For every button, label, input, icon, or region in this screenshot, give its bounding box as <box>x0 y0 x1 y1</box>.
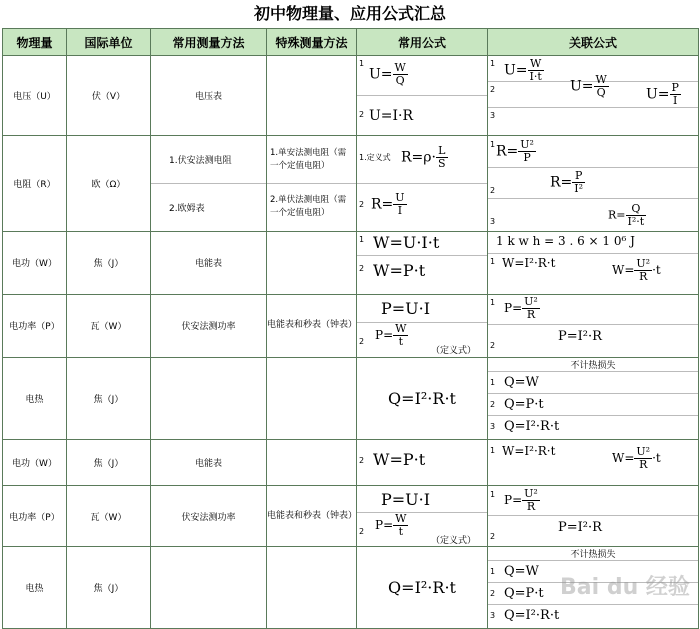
header-unit: 国际单位 <box>67 29 151 56</box>
qty-power-2: 电功率（P） <box>3 486 67 546</box>
row-power <box>3 294 699 357</box>
related-voltage: 1 U= $\frac{W}{I\cdot t}$ 2 U= $\frac{W}{Q}$ U= $\frac{P}{I}$ 3 <box>488 56 699 136</box>
formula-work-2: 2 W=P·t <box>357 440 488 486</box>
method-power-2: 伏安法测功率 <box>151 486 267 546</box>
row-work-2 <box>3 440 699 486</box>
formula-heat: Q=I²·R·t <box>357 358 488 440</box>
formula-work: 1 W=U·I·t 2 W=P·t <box>357 231 488 294</box>
special-power: 电能表和秒表（钟表） <box>267 294 357 357</box>
row-heat <box>3 358 699 440</box>
method-heat <box>151 358 267 440</box>
unit-power: 瓦（W） <box>67 294 151 357</box>
unit-work: 焦（J） <box>67 231 151 294</box>
page-title: 初中物理量、应用公式汇总 <box>253 4 446 23</box>
header-common-method: 常用测量方法 <box>151 29 267 56</box>
special-resistance-1: 1.单安法测电阻（需一个定值电阻） <box>267 137 356 185</box>
qty-work-2: 电功（W） <box>3 440 67 486</box>
special-heat-2 <box>267 546 357 628</box>
def-note-power: （定义式） <box>431 345 477 356</box>
qty-work: 电功（W） <box>3 231 67 294</box>
row-voltage <box>3 56 699 136</box>
header-row <box>3 29 699 56</box>
unit-voltage: 伏（V） <box>67 56 151 136</box>
related-work-2: 1 W=I²·R·t W= $\frac{\text{U²}}{R}$ ·t <box>488 440 699 486</box>
method-voltage: 电压表 <box>151 56 267 136</box>
related-resistance: 1 R= $\frac{\text{U²}}{P}$ 2 R= $\frac{P}{\text{I²}}$ 3 R= $\frac{Q}{\text{I²·t}}$ <box>488 136 699 231</box>
formula-power-2: P=U·I 2 P= $\frac{W}{t}$ （定义式） <box>357 486 488 546</box>
formula-heat-2: Q=I²·R·t <box>357 546 488 628</box>
qty-power: 电功率（P） <box>3 294 67 357</box>
def-note-power-2: （定义式） <box>431 535 477 546</box>
special-work <box>267 231 357 294</box>
header-special-method: 特殊测量方法 <box>267 29 357 56</box>
unit-heat-2: 焦（J） <box>67 546 151 628</box>
formula-voltage: 1 U= $\frac{W}{Q}$ 2 U=I·R <box>357 56 488 136</box>
related-heat: 不计热损失 1 Q=W 2 Q=P·t 3 Q=I²·R·t <box>488 358 699 440</box>
method-resistance <box>151 136 267 231</box>
qty-resistance: 电阻（R） <box>3 136 67 231</box>
special-work-2 <box>267 440 357 486</box>
special-heat <box>267 358 357 440</box>
method-work-2: 电能表 <box>151 440 267 486</box>
unit-resistance: 欧（Ω） <box>67 136 151 231</box>
related-power: 1 P= $\frac{\text{U²}}{R}$ 2 P=I²·R <box>488 294 699 357</box>
method-work: 电能表 <box>151 231 267 294</box>
header-related-formula: 关联公式 <box>488 29 699 56</box>
related-power-2: 1 P= $\frac{\text{U²}}{R}$ 2 P=I²·R <box>488 486 699 546</box>
special-voltage <box>267 56 357 136</box>
special-resistance <box>267 136 357 231</box>
row-resistance <box>3 136 699 231</box>
unit-work-2: 焦（J） <box>67 440 151 486</box>
unit-heat: 焦（J） <box>67 358 151 440</box>
row-work <box>3 231 699 294</box>
watermark-text: Bai du 经验 <box>560 575 690 600</box>
qty-heat-2: 电热 <box>3 546 67 628</box>
kwh-conversion: 1 k w h = 3 . 6 × 1 0⁶ J <box>496 233 635 248</box>
formula-table <box>2 28 699 629</box>
method-power: 伏安法测功率 <box>151 294 267 357</box>
row-power-2 <box>3 486 699 546</box>
watermark <box>560 570 690 601</box>
def-note-resistance: 1.定义式 <box>359 153 391 162</box>
qty-heat: 电热 <box>3 358 67 440</box>
special-resistance-2: 2.单伏法测电阻（需一个定值电阻） <box>270 195 347 219</box>
heat-note: 不计热损失 <box>570 361 616 372</box>
formula-power: P=U·I 2 P= $\frac{W}{t}$ （定义式） <box>357 294 488 357</box>
method-resistance-2: 2.欧姆表 <box>169 203 205 214</box>
header-common-formula: 常用公式 <box>357 29 488 56</box>
method-resistance-1: 1.伏安法测电阻 <box>151 137 266 185</box>
related-heat-2: 不计热损失 1 Q=W 2 Q=P·t 3 Q=I²·R·t <box>488 546 699 628</box>
formula-resistance: 1.定义式 R=ρ· $\frac{L}{S}$ 2 R= $\frac{U}{I}$ <box>357 136 488 231</box>
method-heat-2 <box>151 546 267 628</box>
related-work: 1 k w h = 3 . 6 × 1 0⁶ J 1 W=I²·R·t W= $\frac{\text{U²}}{R}$ ·t <box>488 231 699 294</box>
special-power-2: 电能表和秒表（钟表） <box>267 486 357 546</box>
qty-voltage: 电压（U） <box>3 56 67 136</box>
heat-note-2: 不计热损失 <box>570 549 616 560</box>
unit-power-2: 瓦（W） <box>67 486 151 546</box>
header-quantity: 物理量 <box>3 29 67 56</box>
